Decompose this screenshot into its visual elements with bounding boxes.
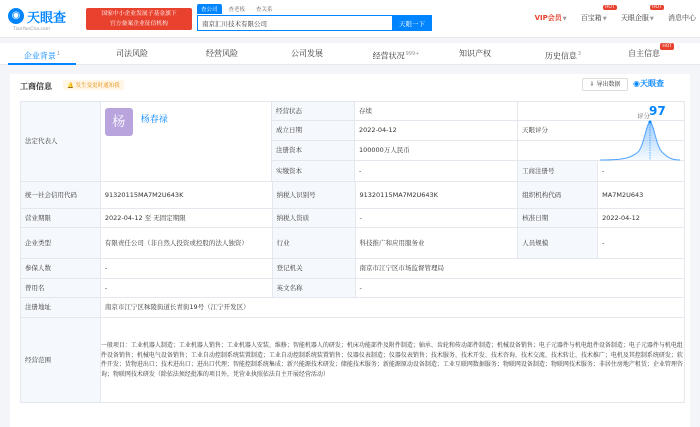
approve-value: 2022-04-12	[598, 209, 685, 227]
english-name-label: 英文名称	[273, 279, 356, 297]
section-tabs	[0, 43, 700, 65]
enterprise-label: 天眼企服	[620, 14, 649, 22]
enterprise-service-link[interactable]	[620, 5, 662, 23]
paid-capital-value: -	[355, 161, 518, 181]
org-code-value: MA7M2U643	[598, 182, 685, 208]
business-info-panel	[10, 74, 690, 427]
scope-value: 一般项目：工业机器人制造；工业机器人销售；工业机器人安装、维修；智能机器人的研发；机床功能部件及附件制造；轴承、齿轮和传动部件制造；机械设备销售；电子元器件与机电组件设备制造；电子元器件与机电组件设备销售；机械电气设备销售；工业自动控制系统装置制造；工业自动控制系统装置销售；仪器仪表制造；仪器仪表销售；技术服务、技术开发、技术咨询、技术交流、技术转让、技术推广；电机及其控制系统研发；软件开发；货物进出口；技术进出口；进出口代理；智能控制系统集成；新兴能源技术研发；储能技术服务；新能源原动设备制造；工业互联网数据服务；物联网设备制造；物联网技术服务；非居住房地产租赁；企业管理咨询；物联网技术研发（除依法须经批准的项目外，凭营业执照依法自主开展经营活动）	[101, 318, 685, 402]
tax-id-value: 91320115MA7M2U643K	[356, 182, 519, 208]
export-data-button[interactable]	[582, 78, 628, 91]
tab-label: 公司发展	[291, 49, 323, 58]
legal-rep-cell	[101, 102, 272, 181]
logo-eye-icon: ◉	[8, 8, 24, 24]
tab-label: 自主信息	[628, 49, 660, 58]
table-row	[21, 318, 685, 403]
avatar[interactable]: 杨	[105, 108, 133, 136]
biz-reg-label: 工商注册号	[518, 161, 598, 181]
search-tab-company[interactable]: 查公司	[197, 4, 222, 14]
legal-rep-label: 法定代表人	[21, 102, 101, 181]
address-value: 南京市江宁区秣陵街道长青街19号（江宁开发区）	[101, 298, 685, 317]
vip-label: VIP会员	[534, 14, 562, 22]
capital-value: 100000万人民币	[355, 141, 518, 160]
reg-auth-value: 南京市江宁区市场监督管理局	[356, 259, 685, 278]
chevron-down-icon: ▼	[562, 16, 567, 22]
tab-company-development[interactable]	[275, 43, 339, 65]
tab-label: 经营风险	[206, 49, 238, 58]
tianyan-score-label: 天眼评分	[518, 121, 685, 140]
download-icon: ⇩	[589, 81, 595, 88]
change-notify-tag[interactable]	[63, 80, 124, 90]
table-row	[21, 228, 685, 259]
table-row	[21, 182, 685, 209]
industry-label: 行业	[273, 228, 356, 258]
score-marker-dot	[649, 121, 652, 124]
tax-id-label: 纳税人识别号	[273, 182, 356, 208]
table-row	[272, 161, 685, 181]
search-tab-relation[interactable]: 查关系	[256, 7, 273, 13]
industry-value: 科技推广和应用服务业	[356, 228, 519, 258]
address-label: 注册地址	[21, 298, 101, 317]
tab-label: 知识产权	[459, 49, 491, 58]
score-label: 评分	[637, 112, 650, 120]
tab-enterprise-background[interactable]	[8, 43, 76, 65]
score-curve-area	[600, 122, 680, 160]
table-row	[21, 259, 685, 279]
staff-value: -	[598, 228, 685, 258]
founded-value: 2022-04-12	[355, 121, 518, 140]
insured-label: 参保人数	[21, 259, 101, 278]
score-distribution-chart	[600, 118, 680, 162]
term-value: 2022-04-12 至 无固定期限	[101, 209, 273, 227]
staff-label: 人员规模	[518, 228, 598, 258]
tab-label: 经营状况	[372, 51, 405, 61]
tianyancha-logo[interactable]	[8, 6, 84, 32]
former-name-label: 曾用名	[21, 279, 101, 297]
search-type-tabs	[197, 4, 280, 14]
table-row	[21, 209, 685, 228]
tab-label: 司法风险	[116, 49, 148, 58]
vip-member-link[interactable]	[535, 13, 567, 23]
insured-value: -	[101, 259, 273, 278]
founded-label: 成立日期	[272, 121, 355, 140]
tab-count: 999+	[405, 51, 420, 57]
logo-eye-icon: ◉	[633, 79, 640, 88]
chevron-down-icon: ▼	[602, 16, 607, 22]
org-code-label: 组织机构代码	[518, 182, 598, 208]
tab-operating-risk[interactable]	[190, 43, 254, 65]
capital-label: 注册资本	[272, 141, 355, 160]
paid-capital-label: 实缴资本	[272, 161, 355, 181]
status-value: 存续	[355, 102, 518, 120]
tab-label: 企业背景	[23, 51, 56, 61]
tab-label: 历史信息	[544, 51, 577, 61]
status-label: 经营状态	[272, 102, 355, 120]
tab-count: 3	[577, 51, 582, 57]
table-row	[21, 298, 685, 318]
export-label: 导出数据	[596, 81, 621, 88]
reg-auth-label: 登记机关	[273, 259, 356, 278]
tab-operating-status[interactable]	[360, 43, 432, 65]
search-input[interactable]	[197, 15, 392, 31]
legal-rep-name-link[interactable]: 杨春禄	[140, 115, 168, 125]
change-notify-label: 发生变更时通知我	[75, 83, 120, 89]
hot-badge: HOT	[662, 44, 672, 49]
baibao-link[interactable]	[580, 5, 615, 23]
baibao-label: 百宝箱	[580, 14, 602, 22]
business-info-table	[20, 101, 685, 403]
table-row	[21, 279, 685, 298]
bell-icon: 🔔	[67, 83, 74, 89]
tax-qual-label: 纳税人资质	[273, 209, 356, 227]
credit-code-label: 统一社会信用代码	[21, 182, 101, 208]
hot-badge: HOT	[652, 5, 662, 10]
tab-count: 1	[56, 51, 61, 57]
chevron-down-icon: ▼	[649, 16, 654, 22]
top-navigation-bar	[0, 0, 700, 38]
credit-code-value: 91320115MA7M2U643K	[101, 182, 273, 208]
section-title: 工商信息	[20, 82, 52, 91]
hot-badge: HOT	[604, 5, 615, 10]
tax-qual-value: -	[356, 209, 519, 227]
tab-judicial-risk[interactable]	[100, 43, 164, 65]
tab-history-info[interactable]	[535, 43, 591, 65]
messages-link[interactable]: 消息中心	[668, 14, 696, 22]
approve-label: 核准日期	[518, 209, 598, 227]
former-name-value: -	[101, 279, 273, 297]
score-value: 97	[649, 104, 666, 118]
english-name-value: -	[356, 279, 685, 297]
search-button[interactable]: 天眼一下	[392, 15, 432, 31]
promo-line-1: 国家中小企业发展子基金旗下	[101, 11, 177, 17]
brand-label: 天眼查	[639, 79, 664, 88]
scope-label: 经营范围	[21, 318, 101, 402]
promo-line-2: 官方备案企业征信机构	[110, 21, 168, 27]
type-value: 有限责任公司（非自然人投资或控股的法人独资）	[101, 228, 273, 258]
tab-intellectual-property[interactable]	[447, 43, 503, 65]
logo-text: 天眼查	[27, 11, 67, 26]
logo-subtext: TianYanCha.com	[13, 27, 51, 32]
promo-badge[interactable]	[86, 8, 192, 30]
header-nav	[523, 5, 696, 27]
type-label: 企业类型	[21, 228, 101, 258]
brand-watermark	[633, 78, 664, 89]
table-row	[21, 102, 685, 182]
biz-reg-value: -	[598, 161, 685, 181]
term-label: 营业期限	[21, 209, 101, 227]
search-tab-boss[interactable]: 查老板	[228, 7, 246, 13]
tab-self-info[interactable]	[620, 43, 672, 65]
